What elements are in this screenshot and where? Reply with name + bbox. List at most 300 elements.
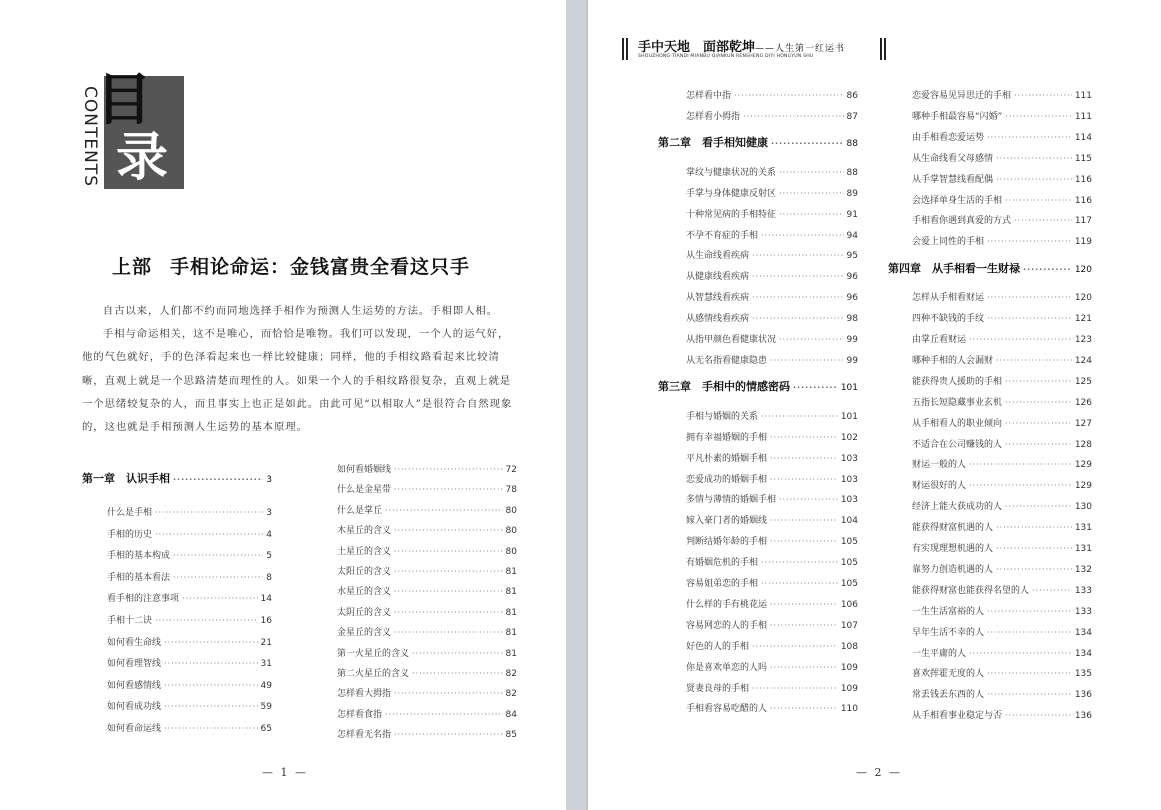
toc-leader-dots — [155, 508, 263, 517]
toc-entry — [337, 544, 517, 557]
toc-page-number: 103 — [840, 474, 858, 485]
toc-page-number: 120 — [1074, 293, 1092, 304]
toc-entry — [107, 613, 272, 626]
toc-entry — [912, 666, 1092, 679]
toc-page-number: 103 — [840, 495, 858, 506]
toc-leader-dots — [734, 91, 844, 100]
toc-entry — [912, 625, 1092, 638]
toc-page-number: 81 — [505, 648, 517, 659]
toc-title: 五指长短隐藏事业玄机 — [912, 397, 1003, 408]
toc-title: 怎样看大拇指 — [337, 689, 392, 700]
toc-title: 手相十二诀 — [107, 616, 153, 626]
toc-page-number: 104 — [840, 516, 858, 527]
toc-entry — [686, 88, 858, 101]
toc-leader-dots — [770, 356, 844, 365]
intro-paragraph-2: 手相与命运相关，这不是唯心，而恰恰是唯物。我们可以发现，一个人的运气好，他的气色就好，手的色泽看起来也一样比较健康；同样，他的手相纹路看起来比较清晰，直观上就是一个思路清楚而理性的人。如果一个人的手相纹路很复杂，直观上就是一个思绪较复杂的人，而且事实上也正是如此。由此可见“以相取人”是很符合自然现象的，这也就是手相预测人生运势的基本原理。 — [82, 328, 513, 434]
toc-title: 会选择单身生活的手相 — [912, 195, 1003, 206]
toc-page-number: 116 — [1074, 174, 1092, 185]
toc-leader-dots — [1032, 586, 1072, 595]
toc-page-number: 82 — [505, 669, 517, 679]
toc-page-number: 80 — [505, 546, 517, 557]
toc-title: 贤妻良母的手相 — [686, 683, 750, 694]
toc-title: 第四章 从手相看一生财禄 — [888, 262, 1020, 276]
running-header — [622, 36, 922, 66]
toc-leader-dots — [155, 616, 258, 625]
toc-leader-dots — [394, 587, 503, 596]
toc-page-number: 89 — [846, 188, 858, 199]
toc-entry — [912, 520, 1092, 533]
toc-title: 恋爱成功的婚姻手相 — [686, 474, 768, 485]
toc-leader-dots — [996, 175, 1072, 184]
toc-leader-dots — [394, 547, 503, 556]
toc-entry — [686, 248, 858, 261]
toc-leader-dots — [1005, 440, 1072, 449]
toc-title: 木星丘的含义 — [337, 526, 392, 537]
toc-entry — [686, 472, 858, 485]
toc-page-number: 125 — [1074, 376, 1092, 387]
toc-title: 有实现理想机遇的人 — [912, 544, 994, 554]
toc-page-number: 106 — [840, 599, 858, 610]
toc-entry — [337, 462, 517, 475]
toc-page-number: 111 — [1074, 111, 1092, 122]
toc-entry — [107, 570, 272, 583]
toc-entry — [686, 186, 858, 199]
contents-title-char-1: 目 — [96, 67, 152, 133]
toc-leader-dots — [770, 433, 838, 442]
toc-entry — [686, 409, 858, 422]
toc-title: 平凡朴素的婚姻手相 — [686, 453, 768, 464]
toc-title: 第二章 看手相知健康 — [658, 135, 768, 149]
toc-chapter — [658, 378, 858, 394]
toc-page-number: 126 — [1074, 397, 1092, 408]
toc-page-number: 101 — [840, 411, 858, 422]
toc-title: 由手相看恋爱运势 — [912, 132, 985, 143]
toc-page-number: 96 — [846, 272, 858, 283]
toc-title: 从无名指看健康隐患 — [686, 355, 768, 366]
toc-page-number: 115 — [1074, 153, 1092, 164]
toc-title: 早年生活不幸的人 — [912, 627, 985, 638]
toc-title: 土星丘的含义 — [337, 546, 392, 557]
toc-leader-dots — [752, 642, 838, 651]
toc-chapter — [658, 134, 858, 150]
toc-chapter — [888, 260, 1092, 276]
toc-title: 金星丘的含义 — [337, 628, 392, 639]
toc-page-number: 120 — [1074, 265, 1092, 276]
toc-title: 怎样看食指 — [337, 709, 383, 720]
toc-entry — [686, 109, 858, 122]
toc-title: 会爱上同性的手相 — [912, 237, 985, 248]
toc-page-number: 96 — [846, 293, 858, 304]
toc-page-number: 105 — [840, 558, 858, 569]
toc-title: 一生平庸的人 — [912, 648, 967, 659]
toc-title: 第一火星丘的含义 — [337, 648, 410, 659]
toc-leader-dots — [996, 356, 1072, 365]
toc-leader-dots — [164, 681, 258, 690]
toc-page-number: 84 — [505, 709, 517, 720]
toc-title: 从手相看人的职业倾向 — [912, 418, 1003, 429]
toc-entry — [912, 437, 1092, 450]
toc-title: 哪种手相最容易“闪婚” — [912, 111, 1003, 122]
toc-leader-dots — [173, 551, 263, 560]
toc-entry — [107, 527, 272, 540]
toc-leader-dots — [155, 530, 263, 539]
toc-leader-dots — [752, 251, 844, 260]
toc-page-number: 98 — [846, 314, 858, 325]
toc-title: 什么样的手有桃花运 — [686, 599, 768, 610]
toc-page-number: 85 — [505, 730, 517, 741]
toc-leader-dots — [1014, 91, 1072, 100]
toc-leader-dots — [1005, 502, 1072, 511]
toc-entry — [337, 523, 517, 536]
toc-entry — [912, 353, 1092, 366]
toc-leader-dots — [987, 628, 1072, 637]
toc-leader-dots — [779, 210, 844, 219]
toc-leader-dots — [1005, 398, 1072, 407]
toc-title: 如何看生命线 — [107, 637, 162, 648]
toc-title: 手相看容易吃醋的人 — [686, 704, 768, 715]
toc-title: 经济上能大获成功的人 — [912, 502, 1003, 513]
toc-entry — [337, 482, 517, 495]
toc-page-number: 8 — [266, 572, 272, 583]
toc-page-number: 59 — [260, 702, 272, 713]
toc-entry — [107, 548, 272, 561]
toc-title: 好色的人的手相 — [686, 641, 750, 652]
toc-entry — [686, 290, 858, 303]
book-title-main: 手中天地 面部乾坤 — [638, 40, 756, 55]
intro-paragraph-1: 自古以来，人们都不约而同地选择手相作为预测人生运势的方法。手相即人相。 — [102, 305, 498, 317]
toc-entry — [107, 505, 272, 518]
toc-page-number: 109 — [840, 683, 858, 694]
toc-page-number: 78 — [505, 485, 517, 496]
toc-title: 什么是金星带 — [337, 485, 392, 496]
toc-entry — [912, 708, 1092, 721]
toc-leader-dots — [743, 112, 844, 121]
toc-page-number: 128 — [1074, 439, 1092, 450]
toc-page-number: 5 — [266, 551, 272, 562]
toc-title: 掌纹与健康状况的关系 — [686, 167, 777, 178]
toc-entry — [337, 686, 517, 699]
toc-leader-dots — [770, 704, 838, 713]
page-number-1: — 1 — — [262, 766, 308, 779]
toc-entry — [686, 353, 858, 366]
toc-leader-dots — [394, 465, 503, 474]
toc-title: 常丢钱丢东西的人 — [912, 690, 985, 701]
toc-leader-dots — [394, 608, 503, 617]
toc-page-number: 81 — [505, 567, 517, 577]
toc-leader-dots — [173, 475, 263, 484]
toc-page-number: 88 — [846, 138, 858, 149]
toc-leader-dots — [779, 335, 844, 344]
toc-page-number: 107 — [840, 620, 858, 631]
toc-title: 判断结婚年龄的手相 — [686, 537, 768, 548]
toc-leader-dots — [164, 638, 258, 647]
toc-leader-dots — [1023, 265, 1072, 274]
toc-page-number: 21 — [260, 637, 272, 648]
toc-leader-dots — [987, 669, 1072, 678]
part-heading: 手相论命运：金钱富贵全看这只手 — [170, 256, 471, 278]
toc-entry — [912, 583, 1092, 596]
toc-entry — [107, 656, 272, 669]
toc-leader-dots — [969, 649, 1072, 658]
toc-title: 如何看成功线 — [107, 702, 162, 713]
toc-leader-dots — [182, 594, 258, 603]
toc-entry — [686, 618, 858, 631]
toc-page-number: 81 — [505, 587, 517, 598]
toc-leader-dots — [752, 272, 844, 281]
intro-text — [82, 300, 518, 439]
toc-title: 拥有幸福婚姻的手相 — [686, 432, 768, 443]
toc-title: 手掌与身体健康反射区 — [686, 188, 777, 199]
toc-title: 你是喜欢单恋的人吗 — [686, 662, 768, 673]
toc-page-number: 80 — [505, 505, 517, 516]
toc-entry — [912, 687, 1092, 700]
toc-page-number: 129 — [1074, 481, 1092, 492]
toc-page-number: 134 — [1074, 648, 1092, 659]
toc-page-number: 110 — [840, 704, 858, 715]
toc-title: 第一章 认识手相 — [82, 472, 170, 485]
toc-page-number: 86 — [846, 91, 858, 101]
toc-entry — [912, 562, 1092, 575]
toc-leader-dots — [987, 314, 1072, 323]
toc-leader-dots — [761, 412, 838, 421]
toc-entry — [686, 451, 858, 464]
toc-title: 如何看感情线 — [107, 680, 162, 691]
header-bars-right — [880, 38, 886, 60]
toc-entry — [686, 597, 858, 610]
toc-leader-dots — [752, 684, 838, 693]
toc-page-number: 102 — [840, 432, 858, 443]
toc-title: 如何看理智线 — [107, 659, 162, 670]
toc-page-number: 116 — [1074, 195, 1092, 206]
toc-title: 从指甲颜色看健康状况 — [686, 335, 777, 345]
toc-title: 从生命线看疾病 — [686, 251, 750, 262]
toc-page-number: 88 — [846, 167, 858, 178]
toc-title: 能获得财富机遇的人 — [912, 523, 994, 534]
toc-leader-dots — [761, 579, 838, 588]
page-number-2: — 2 — — [856, 766, 902, 779]
toc-title: 怎样看小拇指 — [686, 111, 741, 122]
toc-title: 手相与婚姻的关系 — [686, 411, 759, 422]
toc-entry — [686, 311, 858, 324]
toc-leader-dots — [394, 567, 503, 576]
toc-leader-dots — [1005, 196, 1072, 205]
toc-leader-dots — [779, 189, 844, 198]
toc-leader-dots — [770, 537, 838, 546]
toc-page-number: 81 — [505, 628, 517, 639]
toc-entry — [912, 172, 1092, 185]
toc-leader-dots — [394, 628, 503, 637]
toc-leader-dots — [385, 506, 503, 515]
toc-leader-dots — [1005, 419, 1072, 428]
toc-page-number: 134 — [1074, 627, 1092, 638]
toc-entry — [337, 727, 517, 740]
right-page — [588, 0, 1161, 810]
toc-entry — [912, 499, 1092, 512]
toc-entry — [686, 681, 858, 694]
toc-entry — [337, 625, 517, 638]
toc-title: 如何看婚姻线 — [337, 465, 392, 475]
toc-leader-dots — [987, 293, 1072, 302]
toc-title: 第三章 手相中的情感密码 — [658, 379, 790, 393]
toc-leader-dots — [771, 139, 844, 148]
toc-page-number: 131 — [1074, 523, 1092, 534]
toc-page-number: 105 — [840, 579, 858, 589]
toc-entry — [912, 646, 1092, 659]
toc-page-number: 49 — [260, 680, 272, 691]
toc-leader-dots — [987, 237, 1072, 246]
toc-title: 从手掌智慧线看配偶 — [912, 174, 994, 185]
toc-leader-dots — [752, 314, 844, 323]
toc-page-number: 136 — [1074, 711, 1092, 722]
toc-page-number: 82 — [505, 689, 517, 700]
toc-entry — [686, 430, 858, 443]
toc-page-number: 16 — [260, 616, 272, 626]
toc-entry — [912, 478, 1092, 491]
toc-entry — [912, 88, 1092, 101]
toc-page-number: 91 — [846, 209, 858, 220]
toc-title: 靠努力创造机遇的人 — [912, 564, 994, 575]
toc-title: 多情与薄情的婚姻手相 — [686, 495, 777, 506]
toc-title: 什么是手相 — [107, 508, 153, 518]
book-title-pinyin: SHOUZHONG TIANDI MIANBU QIANKUN RENSHENG DIYI HONGYUN SHU — [638, 54, 814, 59]
toc-entry — [912, 151, 1092, 164]
toc-entry — [337, 503, 517, 516]
toc-title: 四种不缺钱的手纹 — [912, 314, 985, 325]
toc-entry — [686, 228, 858, 241]
toc-page-number: 4 — [266, 529, 272, 540]
toc-page-number: 14 — [260, 594, 272, 605]
toc-leader-dots — [779, 168, 844, 177]
contents-title-char-2: 录 — [116, 127, 169, 188]
toc-page-number: 87 — [846, 111, 858, 122]
toc-leader-dots — [394, 689, 503, 698]
toc-page-number: 121 — [1074, 314, 1092, 325]
toc-entry — [686, 576, 858, 589]
toc-leader-dots — [996, 565, 1072, 574]
toc-entry — [912, 290, 1092, 303]
toc-page-number: 136 — [1074, 690, 1092, 701]
toc-title: 太阴丘的含义 — [337, 607, 392, 618]
toc-title: 从感情线看疾病 — [686, 314, 750, 325]
toc-title: 手相的历史 — [107, 529, 153, 540]
toc-entry — [912, 604, 1092, 617]
toc-page-number: 65 — [260, 724, 272, 734]
toc-title: 财运一般的人 — [912, 460, 967, 471]
toc-page-number: 72 — [505, 465, 517, 475]
toc-page-number: 111 — [1074, 91, 1092, 101]
toc-entry — [107, 635, 272, 648]
toc-title: 太阳丘的含义 — [337, 567, 392, 577]
toc-page-number: 129 — [1074, 460, 1092, 471]
toc-title: 容易网恋的人的手相 — [686, 620, 768, 631]
toc-entry — [912, 130, 1092, 143]
toc-title: 十种常见病的手相特征 — [686, 209, 777, 220]
toc-title: 从健康线看疾病 — [686, 272, 750, 283]
page-gutter — [566, 0, 588, 810]
toc-page-number: 114 — [1074, 132, 1092, 143]
toc-title: 由掌丘看财运 — [912, 335, 967, 345]
toc-leader-dots — [987, 607, 1072, 616]
toc-entry — [686, 534, 858, 547]
toc-entry — [337, 646, 517, 659]
toc-title: 有婚姻危机的手相 — [686, 558, 759, 569]
toc-entry — [912, 193, 1092, 206]
toc-entry — [686, 639, 858, 652]
toc-title: 什么是掌丘 — [337, 505, 383, 516]
toc-entry — [686, 207, 858, 220]
toc-chapter — [82, 470, 272, 486]
toc-leader-dots — [1005, 112, 1071, 121]
toc-title: 不孕不育症的手相 — [686, 230, 759, 241]
toc-page-number: 130 — [1074, 502, 1092, 513]
toc-entry — [337, 605, 517, 618]
toc-leader-dots — [987, 690, 1072, 699]
toc-entry — [912, 541, 1092, 554]
toc-page-number: 94 — [846, 230, 858, 241]
toc-entry — [912, 332, 1092, 345]
toc-title: 水星丘的含义 — [337, 587, 392, 598]
toc-leader-dots — [412, 649, 503, 658]
toc-title: 喜欢挥霍无度的人 — [912, 669, 985, 680]
toc-title: 怎样从手相看财运 — [912, 293, 985, 304]
toc-title: 怎样看无名指 — [337, 730, 392, 741]
toc-title: 从智慧线看疾病 — [686, 293, 750, 304]
toc-title: 手相的基本构成 — [107, 551, 171, 562]
toc-leader-dots — [793, 383, 838, 392]
toc-page-number: 117 — [1074, 216, 1092, 227]
toc-leader-dots — [752, 293, 844, 302]
toc-page-number: 133 — [1074, 585, 1092, 596]
toc-leader-dots — [770, 475, 838, 484]
toc-entry — [912, 311, 1092, 324]
toc-leader-dots — [996, 154, 1072, 163]
toc-entry — [686, 332, 858, 345]
toc-entry — [686, 165, 858, 178]
toc-page-number: 124 — [1074, 355, 1092, 366]
toc-title: 看手相的注意事项 — [107, 594, 180, 605]
toc-page-number: 119 — [1074, 237, 1092, 248]
toc-entry — [337, 564, 517, 577]
toc-entry — [912, 213, 1092, 226]
toc-title: 从生命线看父母感情 — [912, 153, 994, 164]
toc-entry — [686, 513, 858, 526]
toc-leader-dots — [164, 659, 258, 668]
toc-page-number: 109 — [840, 662, 858, 673]
toc-leader-dots — [394, 485, 503, 494]
part-prefix: 上部 — [112, 256, 153, 278]
toc-leader-dots — [987, 133, 1072, 142]
toc-entry — [912, 109, 1092, 122]
toc-leader-dots — [770, 663, 838, 672]
toc-title: 不适合在公司赚钱的人 — [912, 439, 1003, 450]
toc-leader-dots — [173, 573, 263, 582]
toc-page-number: 103 — [840, 453, 858, 464]
toc-leader-dots — [770, 621, 838, 630]
toc-leader-dots — [770, 454, 838, 463]
toc-entry — [686, 269, 858, 282]
toc-page-number: 133 — [1074, 606, 1092, 617]
toc-leader-dots — [779, 495, 838, 504]
book-title-sub: ——人生第一红运书 — [755, 44, 846, 54]
toc-title: 哪种手相的人会漏财 — [912, 355, 994, 366]
toc-entry — [107, 591, 272, 604]
toc-leader-dots — [996, 523, 1072, 532]
toc-leader-dots — [1005, 711, 1072, 720]
toc-leader-dots — [1005, 377, 1072, 386]
toc-leader-dots — [969, 335, 1072, 344]
toc-entry — [107, 721, 272, 734]
toc-entry — [686, 701, 858, 714]
